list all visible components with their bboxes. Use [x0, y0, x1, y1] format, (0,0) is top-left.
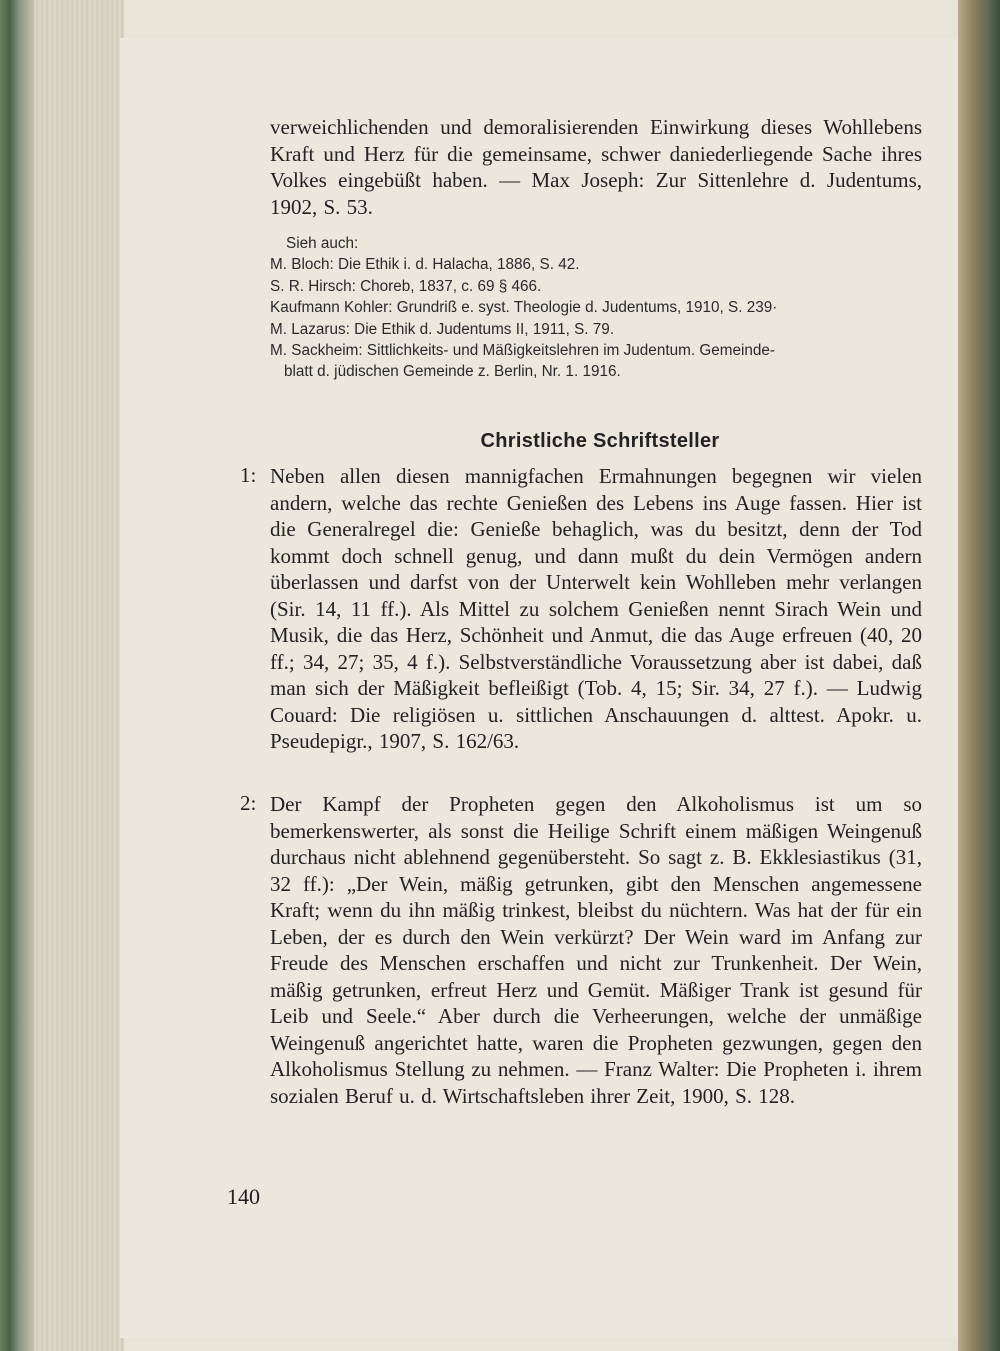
reference-line: M. Bloch: Die Ethik i. d. Halacha, 1886, S. 42.	[270, 256, 580, 274]
paragraph-1: Neben allen diesen mannigfachen Ermahnungen begegnen wir vielen andern, welche das rechte Genießen des Lebens ins Auge fassen. Hier ist die Generalregel die: Genieße behaglich, was du besitzt, denn der Tod kommt doch schnell genug, und dann mußt du dein Vermögen andern überlassen und darfst von der Unterwelt kein Wohlleben mehr verlangen (Sir. 14, 11 ff.). Als Mittel zu solchem Genießen nennt Sirach Wein und Musik, die das Herz, Schönheit und Anmut, die das Auge erfreuen (40, 20 ff.; 34, 27; 35, 4 f.). Selbstverständliche Voraussetzung aber ist dabei, daß man sich der Mäßigkeit befleißigt (Tob. 4, 15; Sir. 34, 27 f.). — Ludwig Couard: Die religiösen u. sittlichen Anschauungen d. alttest. Apokr. u. Pseudepigr., 1907, S. 162/63.	[270, 464, 922, 753]
paragraph-number: 1:	[240, 463, 257, 487]
reference-line: blatt d. jüdischen Gemeinde z. Berlin, Nr. 1. 1916.	[284, 363, 621, 381]
page-stack-edges	[34, 0, 124, 1351]
reference-line: M. Lazarus: Die Ethik d. Judentums II, 1911, S. 79.	[270, 320, 615, 338]
reference-line: S. R. Hirsch: Choreb, 1837, c. 69 § 466.	[270, 277, 542, 295]
book-cover-edge-left	[0, 0, 34, 1351]
references-intro: Sieh auch:	[286, 235, 359, 252]
paragraph-number: 2:	[240, 791, 257, 815]
reference-line: M. Sackheim: Sittlichkeits- und Mäßigkeitslehren im Judentum. Gemeinde-	[270, 342, 775, 360]
top-paragraph: verweichlichenden und demoralisierenden Einwirkung dieses Wohllebens Kraft und Herz für die gemeinsame, schwer daniederliegende Sache ihres Volkes eingebüßt haben. — Max Joseph: Zur Sittenlehre d. Judentums, 1902, S. 53.	[270, 115, 922, 219]
references-block	[270, 233, 930, 383]
section-heading: Christliche Schriftsteller	[480, 430, 720, 452]
paragraph-2: Der Kampf der Propheten gegen den Alkoholismus ist um so bemerkenswerter, als sonst die Heilige Schrift einem mäßigen Weingenuß durchaus nicht ablehnend gegenübersteht. So sagt z. B. Ekklesiastikus (31, 32 ff.): „Der Wein, mäßig getrunken, gibt den Menschen angemessene Kraft; wenn du ihn mäßig trinkest, bleibst du nüchtern. Was hat der für ein Leben, der es durch den Wein verkürzt? Der Wein ward im Anfang zur Freude des Menschen erschaffen und nicht zur Trunkenheit. Der Wein, mäßig getrunken, erfreut Herz und Gemüt. Mäßiger Trank ist gesund für Leib und Seele.“ Aber durch die Verheerungen, welche der unmäßige Weingenuß angerichtet hatte, waren die Propheten gezwungen, gegen den Alkoholismus Stellung zu nehmen. — Franz Walter: Die Propheten i. ihrem sozialen Beruf u. d. Wirtschaftsleben ihrer Zeit, 1900, S. 128.	[270, 792, 922, 1108]
page-number: 140	[227, 1184, 260, 1209]
book-cover-edge-right	[958, 0, 1000, 1351]
reference-line: Kaufmann Kohler: Grundriß e. syst. Theologie d. Judentums, 1910, S. 239·	[270, 299, 778, 317]
